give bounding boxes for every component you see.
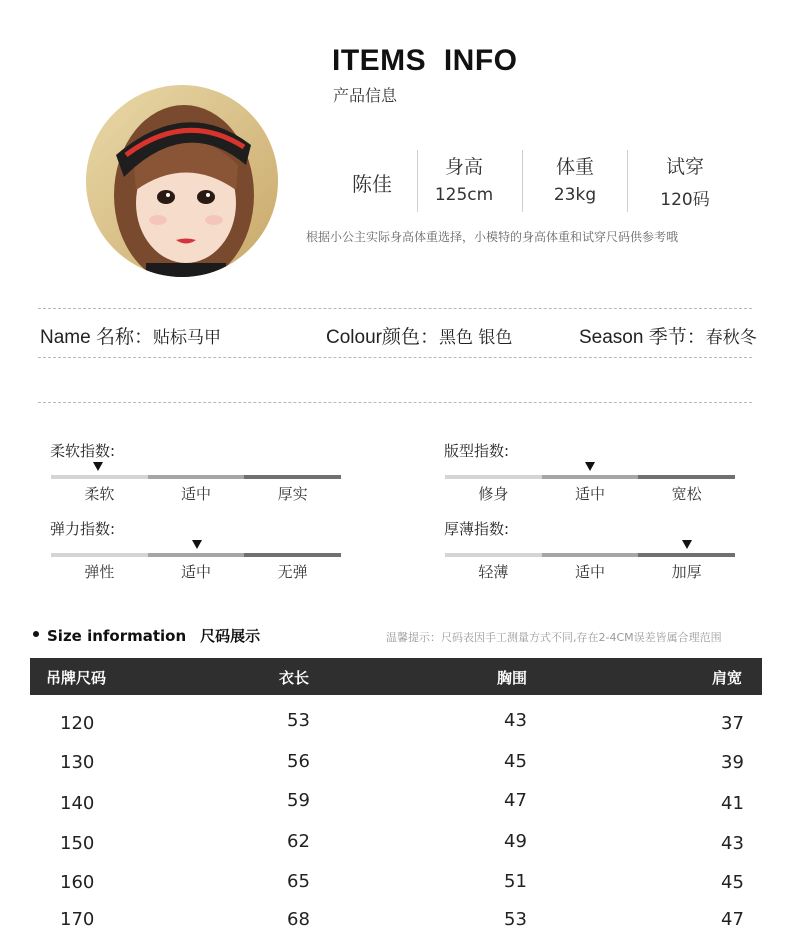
model-name: 陈佳 [352, 172, 392, 196]
divider [627, 150, 628, 212]
cell-tag-size: 170 [60, 909, 95, 930]
stat-fitting [633, 152, 737, 210]
size-heading-cn: 尺码展示 [200, 627, 261, 645]
cell-length: 62 [287, 831, 310, 852]
section-title: ITEMS INFO [332, 44, 518, 77]
cell-length: 56 [287, 751, 310, 772]
cell-length: 59 [287, 790, 310, 811]
index-labels-softness [51, 483, 341, 504]
stat-value: 23kg [553, 185, 597, 205]
dashed-divider [38, 402, 752, 403]
dashed-divider [38, 357, 752, 358]
product-colour-label: Colour颜色： [326, 327, 439, 348]
section-subtitle: 产品信息 [333, 86, 398, 105]
cell-shoulder: 41 [721, 793, 744, 814]
size-heading [47, 625, 260, 646]
index-title-softness: 柔软指数: [50, 442, 116, 460]
index-title-elasticity: 弹力指数: [50, 520, 116, 538]
cell-tag-size: 130 [60, 752, 95, 773]
index-option: 适中 [181, 485, 212, 503]
stat-value: 120码 [660, 190, 710, 210]
product-season-value: 春秋冬 [705, 328, 757, 348]
index-title-fit: 版型指数: [444, 442, 510, 460]
index-option: 无弹 [277, 563, 308, 581]
cell-shoulder: 43 [721, 833, 744, 854]
cell-tag-size: 150 [60, 833, 95, 854]
cell-chest: 47 [504, 790, 527, 811]
index-option: 加厚 [671, 563, 702, 581]
cell-tag-size: 140 [60, 793, 95, 814]
bullet-icon [33, 631, 39, 637]
model-photo [86, 85, 278, 277]
index-option: 修身 [478, 485, 509, 503]
stat-height [412, 152, 516, 205]
product-colour-value: 黑色 银色 [438, 328, 513, 348]
index-title-thickness: 厚薄指数: [444, 520, 510, 538]
product-name-value: 贴标马甲 [152, 328, 221, 348]
product-colour [326, 322, 512, 349]
cell-chest: 45 [504, 751, 527, 772]
product-season [579, 322, 757, 349]
stat-label: 试穿 [665, 156, 704, 178]
cell-shoulder: 45 [721, 872, 744, 893]
size-tip: 温馨提示：尺码表因手工测量方式不同,存在2-4CM误差皆属合理范围 [386, 631, 722, 644]
index-bar-elasticity [51, 553, 341, 557]
cell-tag-size: 160 [60, 872, 95, 893]
index-labels-elasticity [51, 561, 341, 582]
index-marker-elasticity [192, 540, 202, 549]
column-header-chest: 胸围 [497, 669, 528, 687]
size-heading-en: Size information [47, 627, 187, 645]
cell-chest: 51 [504, 871, 527, 892]
index-labels-fit [445, 483, 735, 504]
cell-shoulder: 37 [721, 713, 744, 734]
stat-weight [523, 152, 627, 205]
cell-chest: 53 [504, 909, 527, 930]
index-option: 轻薄 [478, 563, 509, 581]
cell-tag-size: 120 [60, 713, 95, 734]
index-option: 宽松 [671, 485, 702, 503]
stat-label: 身高 [444, 156, 483, 178]
index-option: 柔软 [84, 485, 115, 503]
index-bar-fit [445, 475, 735, 479]
size-table-header [30, 658, 762, 695]
cell-shoulder: 39 [721, 752, 744, 773]
model-note: 根据小公主实际身高体重选择，小模特的身高体重和试穿尺码供参考哦 [306, 230, 679, 244]
column-header-shoulder: 肩宽 [712, 669, 743, 687]
index-labels-thickness [445, 561, 735, 582]
index-option: 适中 [575, 563, 606, 581]
index-bar-thickness [445, 553, 735, 557]
cell-shoulder: 47 [721, 909, 744, 930]
product-season-label: Season 季节： [579, 327, 706, 348]
cell-length: 65 [287, 871, 310, 892]
column-header-tag-size: 吊牌尺码 [46, 669, 107, 687]
cell-chest: 49 [504, 831, 527, 852]
index-bar-softness [51, 475, 341, 479]
index-marker-thickness [682, 540, 692, 549]
dashed-divider [38, 308, 752, 309]
stat-value: 125cm [434, 185, 494, 205]
cell-chest: 43 [504, 710, 527, 731]
index-option: 弹性 [84, 563, 115, 581]
product-name-label: Name 名称： [40, 327, 153, 348]
index-option: 适中 [181, 563, 212, 581]
index-marker-fit [585, 462, 595, 471]
cell-length: 53 [287, 710, 310, 731]
product-name [40, 322, 221, 349]
index-marker-softness [93, 462, 103, 471]
index-option: 厚实 [277, 485, 308, 503]
index-option: 适中 [575, 485, 606, 503]
column-header-length: 衣长 [279, 669, 310, 687]
cell-length: 68 [287, 909, 310, 930]
stat-label: 体重 [555, 156, 594, 178]
